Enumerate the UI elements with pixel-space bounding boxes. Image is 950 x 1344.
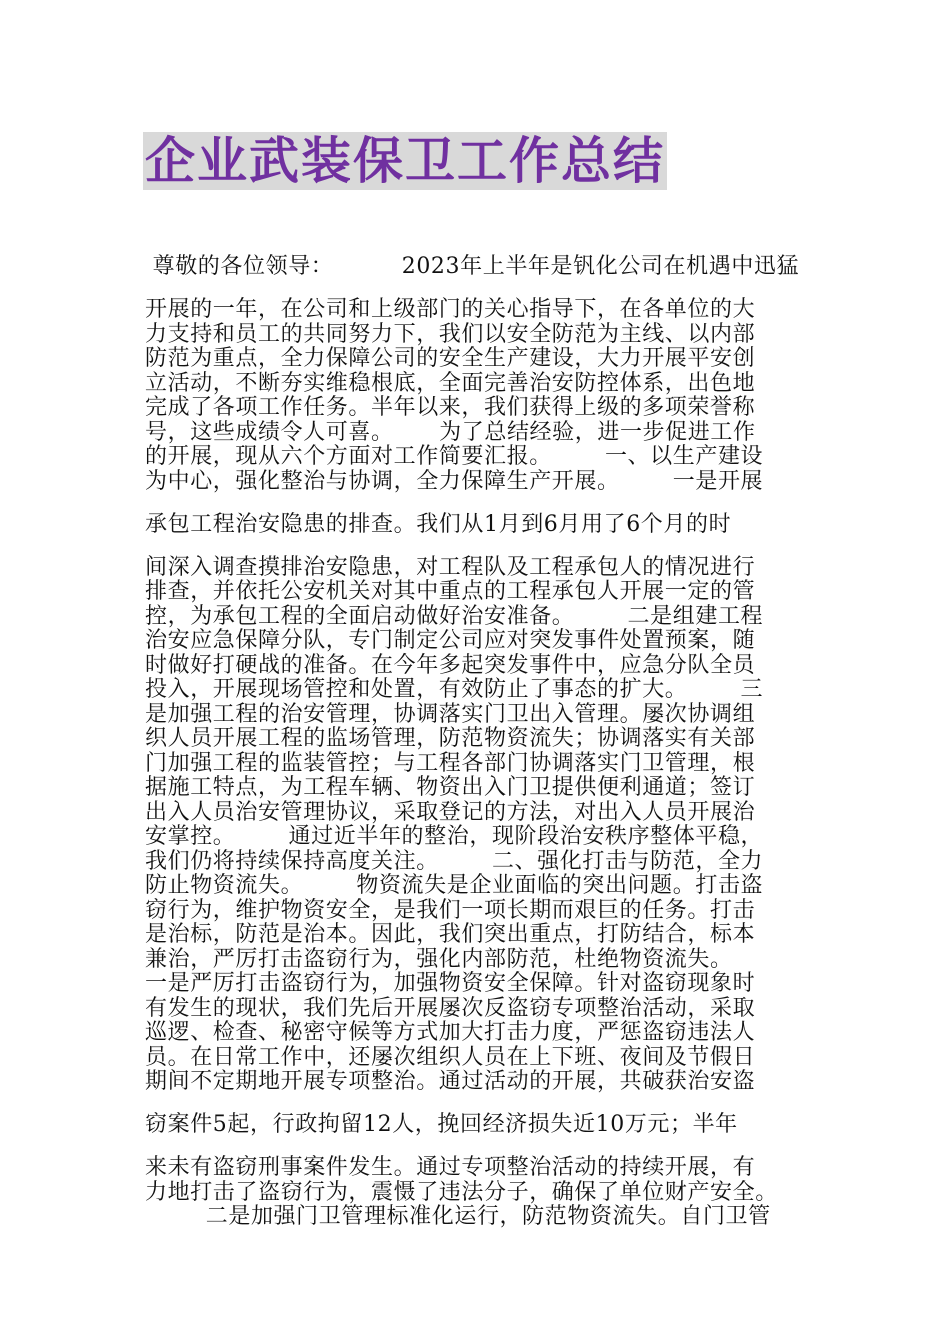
body-line: 立活动，不断夯实维稳根底，全面完善治安防控体系，出色地: [145, 370, 756, 396]
body-line: 窃案件5起，行政拘留12人，挽回经济损失近10万元；半年: [145, 1112, 738, 1137]
body-line: 织人员开展工程的监场管理，防范物资流失；协调落实有关部: [145, 726, 756, 751]
body-line: 防范为重点，全力保障公司的安全生产建设，大力开展平安创: [145, 346, 756, 371]
body-line: 控，为承包工程的全面启动做好治安准备。 二是组建工程: [145, 603, 764, 629]
body-line: 是治标，防范是治本。因此，我们突出重点，打防结合，标本: [145, 922, 756, 947]
body-line: 开展的一年，在公司和上级部门的关心指导下，在各单位的大: [145, 297, 756, 322]
body-line: 安掌控。 通过近半年的整治，现阶段治安秩序整体平稳，: [145, 824, 764, 849]
body-line: 巡逻、检查、秘密守候等方式加大打击力度，严惩盗窃违法人: [145, 1020, 756, 1045]
body-line: 承包工程治安隐患的排查。我们从1月到6月用了6个月的时: [145, 511, 732, 537]
body-line: 来未有盗窃刑事案件发生。通过专项整治活动的持续开展，有: [145, 1155, 756, 1180]
body-line: 兼治，严厉打击盗窃行为，强化内部防范，杜绝物资流失。: [145, 946, 733, 972]
body-line: 防止物资流失。 物资流失是企业面临的突出问题。打击盗: [145, 873, 764, 898]
document-title: 企业武装保卫工作总结: [145, 132, 665, 190]
body-line: 二是加强门卫管理标准化运行，防范物资流失。自门卫管: [145, 1204, 771, 1229]
body-line: 排查，并依托公安机关对其中重点的工程承包人开展一定的管: [145, 579, 756, 604]
body-line: 是加强工程的治安管理，协调落实门卫出入管理。屡次协调组: [145, 701, 756, 727]
body-line: 投入，开展现场管控和处置，有效防止了事态的扩大。 三: [145, 677, 764, 702]
body-line: 期间不定期地开展专项整治。通过活动的开展，共破获治安盗: [145, 1069, 756, 1094]
body-line: 时做好打硬战的准备。在今年多起突发事件中，应急分队全员: [145, 652, 756, 678]
body-line: 我们仍将持续保持高度关注。 二、强化打击与防范，全力: [145, 848, 764, 874]
body-line: 一是严厉打击盗窃行为，加强物资安全保障。针对盗窃现象时: [145, 971, 756, 996]
body-line: 窃行为，维护物资安全，是我们一项长期而艰巨的任务。打击: [145, 897, 756, 923]
body-line: 据施工特点，为工程车辆、物资出入门卫提供便利通道；签订: [145, 775, 756, 800]
body-line: 的开展，现从六个方面对工作简要汇报。 一、以生产建设: [145, 444, 764, 469]
body-line: 号，这些成绩令人可喜。 为了总结经验，进一步促进工作: [145, 419, 756, 445]
body-line: 门加强工程的监装管控；与工程各部门协调落实门卫管理，根: [145, 750, 756, 776]
body-line: 力支持和员工的共同努力下，我们以安全防范为主线、以内部: [145, 321, 756, 347]
body-line: 尊敬的各位领导： 2023年上半年是钒化公司在机遇中迅猛: [145, 254, 800, 279]
body-line: 员。在日常工作中，还屡次组织人员在上下班、夜间及节假日: [145, 1044, 756, 1070]
body-line: 完成了各项工作任务。半年以来，我们获得上级的多项荣誉称: [145, 395, 756, 420]
document-body: [145, 255, 810, 1230]
body-line: 为中心，强化整治与协调，全力保障生产开展。 一是开展: [145, 468, 764, 494]
title-highlight: [143, 132, 667, 190]
body-line: 治安应急保障分队，专门制定公司应对突发事件处置预案，随: [145, 628, 756, 653]
body-line: 出入人员治安管理协议，采取登记的方法，对出入人员开展治: [145, 799, 756, 825]
body-line: 有发生的现状，我们先后开展屡次反盗窃专项整治活动，采取: [145, 995, 756, 1021]
body-line: 力地打击了盗窃行为，震慑了违法分子，确保了单位财产安全。: [145, 1179, 778, 1205]
body-line: 间深入调查摸排治安隐患，对工程队及工程承包人的情况进行: [145, 554, 756, 580]
